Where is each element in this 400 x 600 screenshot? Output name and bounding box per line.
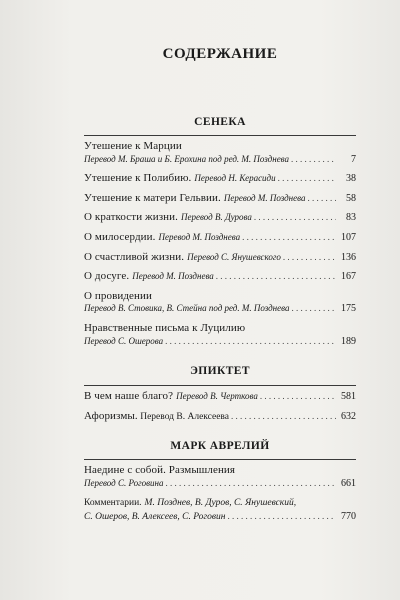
leader-dots [216, 270, 336, 283]
toc-entry[interactable] [84, 464, 356, 490]
section-author: СЕНЕКА [194, 116, 246, 128]
leader-dots [231, 410, 336, 423]
entry-page: 770 [341, 510, 356, 522]
entry-title: О счастливой жизни. [84, 250, 185, 263]
entry-page: 107 [341, 231, 356, 243]
toc-entry[interactable] [84, 322, 356, 348]
toc-entry[interactable] [84, 172, 356, 186]
entry-page: 661 [341, 477, 356, 489]
section-seneca [84, 116, 356, 348]
entry-translator: Перевод М. Позднева [132, 271, 214, 282]
section-divider [84, 459, 356, 460]
leader-dots [227, 510, 336, 523]
entry-translator: Перевод Н. Керасиди [194, 173, 276, 184]
leader-dots [242, 231, 336, 244]
entry-title: Афоризмы. [84, 409, 138, 422]
toc-entry[interactable] [84, 211, 356, 225]
entry-title: О провидении [84, 289, 153, 302]
entry-page: 189 [341, 335, 356, 347]
entry-translator: Перевод В. Алексеева [140, 411, 230, 422]
section-marcus-aurelius [84, 440, 356, 523]
entry-title: О досуге. [84, 270, 130, 283]
section-author: МАРК АВРЕЛИЙ [170, 440, 270, 453]
toc-content [84, 46, 356, 541]
toc-entry[interactable] [84, 231, 356, 245]
section-epictetus [84, 365, 356, 423]
entry-page: 136 [341, 251, 356, 263]
entry-translator: Перевод В. Дурова [180, 212, 252, 223]
leader-dots [166, 477, 336, 490]
toc-entry[interactable] [84, 270, 356, 284]
section-author: ЭПИКТЕТ [190, 365, 250, 378]
toc-entry[interactable] [84, 290, 356, 316]
entry-page: 581 [341, 391, 356, 403]
page-title: СОДЕРЖАНИЕ [162, 46, 278, 62]
entry-title: Наедине с собой. Размышления [84, 464, 236, 477]
entry-page: 7 [351, 153, 356, 165]
entry-translator: Перевод С. Ошерова [84, 335, 164, 346]
entry-translator: Перевод В. Черткова [176, 391, 258, 402]
leader-dots [291, 153, 336, 166]
comments-authors-continued: С. Ошеров, В. Алексеев, С. Роговин [84, 511, 226, 522]
entry-title: О милосердии. [84, 230, 156, 243]
comments-authors: М. Позднев, В. Дуров, С. Янушевский, [144, 497, 297, 508]
entry-translator: Перевод С. Роговина [84, 477, 164, 488]
entry-page: 175 [341, 303, 356, 315]
entry-translator: Перевод М. Позднева [158, 231, 241, 242]
entry-translator: Перевод С. Янушевского [187, 251, 281, 262]
entry-title: Утешение к Марции [84, 140, 182, 152]
entry-title: Нравственные письма к Луцилию [84, 321, 246, 334]
entry-translator: Перевод М. Позднева [223, 192, 306, 203]
entry-translator: Перевод В. Стовика, В. Стейна под ред. М. Позднева [84, 303, 290, 314]
leader-dots [291, 302, 336, 315]
entry-page: 58 [346, 192, 356, 204]
leader-dots [165, 335, 336, 348]
section-divider [84, 135, 356, 136]
entry-page: 167 [341, 271, 356, 283]
toc-entry[interactable] [84, 410, 356, 424]
entry-title: О краткости жизни. [84, 211, 178, 224]
entry-translator: Перевод М. Браша и Б. Ерохина под ред. М. Позднева [84, 153, 290, 164]
leader-dots [254, 211, 336, 224]
entry-page: 83 [346, 212, 356, 224]
leader-dots [283, 251, 336, 264]
leader-dots [307, 192, 336, 205]
section-divider [84, 385, 356, 386]
entry-title: Утешение к матери Гельвии. [84, 191, 221, 204]
entry-page: 632 [341, 410, 356, 422]
toc-entry[interactable] [84, 140, 356, 166]
toc-entry[interactable] [84, 192, 356, 206]
toc-entry[interactable] [84, 251, 356, 265]
leader-dots [260, 390, 336, 403]
toc-entry-comments[interactable] [84, 497, 356, 524]
leader-dots [278, 172, 336, 185]
entry-page: 38 [346, 173, 356, 185]
entry-title: В чем наше благо? [84, 390, 174, 403]
toc-entry[interactable] [84, 390, 356, 404]
comments-label: Комментарии. [84, 497, 142, 508]
entry-title: Утешение к Полибию. [84, 172, 192, 185]
